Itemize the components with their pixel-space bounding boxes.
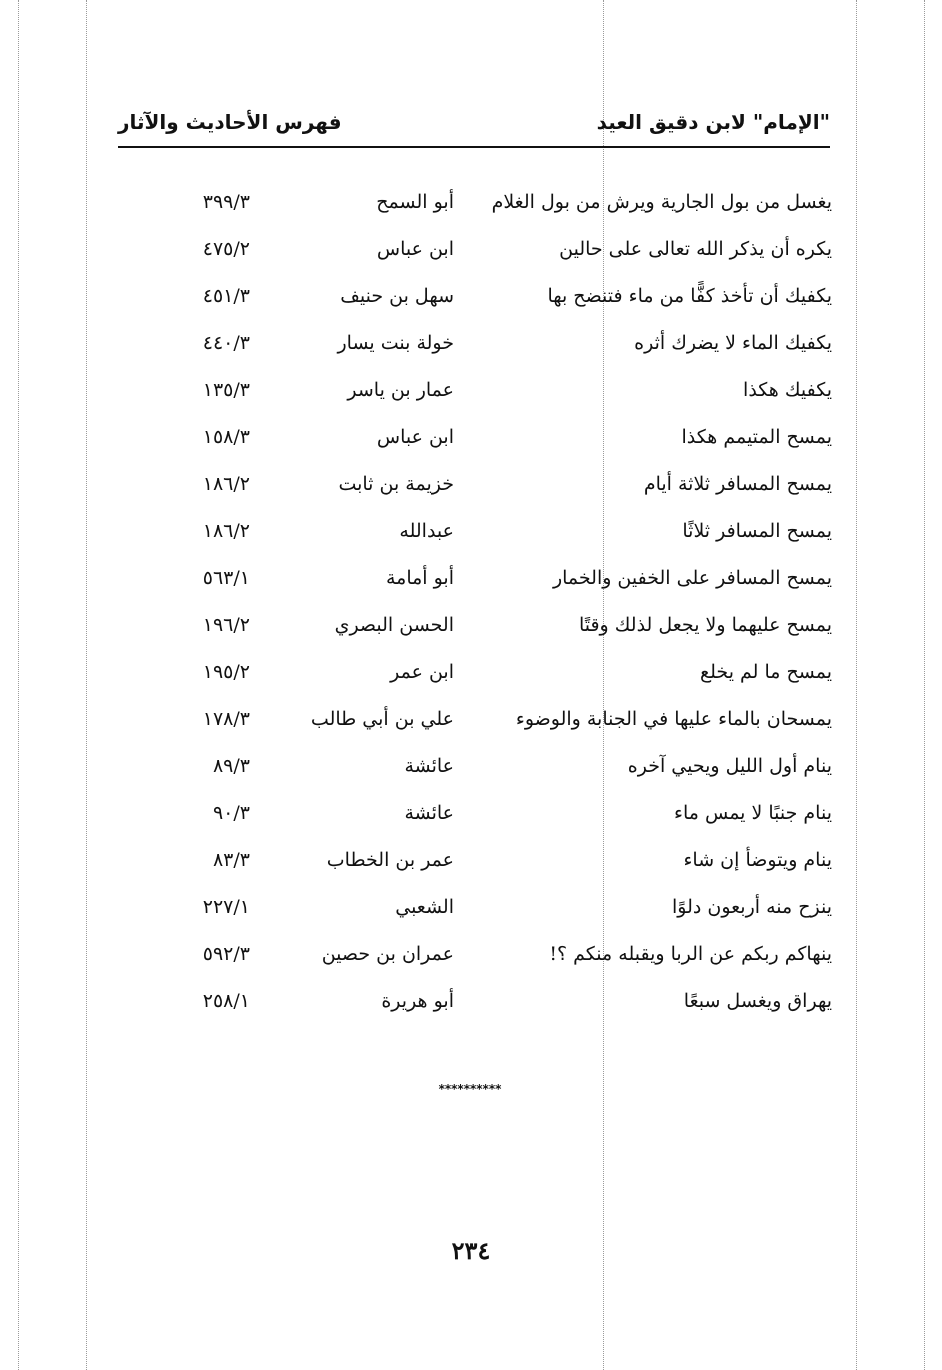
scan-margin-line <box>924 0 925 1370</box>
index-entry <box>140 274 832 321</box>
hadith-text: يمسحان بالماء عليها في الجنابة والوضوء <box>515 708 832 730</box>
volume-page-ref: ١٣٥/٣ <box>202 379 250 401</box>
section-separator: ********** <box>438 1082 502 1096</box>
index-entry <box>140 697 832 744</box>
book-title: "الإمام" لابن دقيق العيد <box>596 110 830 134</box>
index-title: فهرس الأحاديث والآثار <box>118 110 342 134</box>
page-number: ٢٣٤ <box>451 1236 491 1265</box>
hadith-text: يمسح المسافر على الخفين والخمار <box>552 567 832 589</box>
scan-margin-line <box>86 0 87 1370</box>
index-entry <box>140 509 832 556</box>
volume-page-ref: ١٩٥/٢ <box>202 661 250 683</box>
narrator-name: عمر بن الخطاب <box>326 849 454 871</box>
volume-page-ref: ٣٩٩/٣ <box>202 191 250 213</box>
index-entry <box>140 932 832 979</box>
hadith-text: ينهاكم ربكم عن الربا ويقبله منكم ؟! <box>549 943 832 965</box>
volume-page-ref: ٤٧٥/٢ <box>202 238 250 260</box>
narrator-name: ابن عباس <box>376 238 454 260</box>
hadith-text: ينام جنبًا لا يمس ماء <box>674 802 832 824</box>
volume-page-ref: ٢٥٨/١ <box>202 990 250 1012</box>
narrator-name: عمران بن حصين <box>321 943 454 965</box>
volume-page-ref: ١٥٨/٣ <box>202 426 250 448</box>
index-entry <box>140 838 832 885</box>
index-entry <box>140 979 832 1026</box>
narrator-name: خزيمة بن ثابت <box>338 473 454 495</box>
narrator-name: أبو السمح <box>376 191 454 213</box>
hadith-text: يكفيك هكذا <box>743 379 832 401</box>
narrator-name: عبدالله <box>399 520 454 542</box>
hadith-text: يكفيك أن تأخذ كفًّا من ماء فتنضح بها <box>547 285 832 307</box>
index-entry <box>140 650 832 697</box>
index-entry <box>140 603 832 650</box>
hadith-text: ينام أول الليل ويحيي آخره <box>627 755 832 777</box>
index-entry <box>140 462 832 509</box>
narrator-name: ابن عمر <box>390 661 454 683</box>
hadith-text: يمسح عليهما ولا يجعل لذلك وقتًا <box>578 614 832 636</box>
scan-margin-line <box>856 0 857 1370</box>
hadith-text: يهراق ويغسل سبعًا <box>683 990 832 1012</box>
narrator-name: ابن عباس <box>376 426 454 448</box>
index-entry <box>140 368 832 415</box>
narrator-name: عائشة <box>404 755 454 777</box>
volume-page-ref: ٩٠/٣ <box>212 802 250 824</box>
volume-page-ref: ٨٣/٣ <box>212 849 250 871</box>
volume-page-ref: ٨٩/٣ <box>212 755 250 777</box>
hadith-text: يمسح المتيمم هكذا <box>681 426 832 448</box>
hadith-text: يمسح ما لم يخلع <box>700 661 832 683</box>
page-header <box>118 106 830 148</box>
narrator-name: أبو هريرة <box>381 990 454 1012</box>
volume-page-ref: ١٧٨/٣ <box>202 708 250 730</box>
scan-margin-line <box>18 0 19 1370</box>
index-entry <box>140 791 832 838</box>
hadith-text: يكفيك الماء لا يضرك أثره <box>634 332 832 354</box>
narrator-name: الشعبي <box>395 896 454 918</box>
volume-page-ref: ٥٦٣/١ <box>202 567 250 589</box>
index-entry <box>140 180 832 227</box>
volume-page-ref: ١٨٦/٢ <box>202 520 250 542</box>
index-entry <box>140 227 832 274</box>
narrator-name: أبو أمامة <box>385 567 454 589</box>
hadith-text: ينام ويتوضأ إن شاء <box>683 849 832 871</box>
volume-page-ref: ١٩٦/٢ <box>202 614 250 636</box>
hadith-index-list <box>140 180 832 1026</box>
narrator-name: سهل بن حنيف <box>340 285 454 307</box>
volume-page-ref: ١٨٦/٢ <box>202 473 250 495</box>
hadith-text: يمسح المسافر ثلاثًا <box>682 520 832 542</box>
index-entry <box>140 744 832 791</box>
hadith-text: يغسل من بول الجارية ويرش من بول الغلام <box>491 191 832 213</box>
volume-page-ref: ٥٩٢/٣ <box>202 943 250 965</box>
hadith-text: يمسح المسافر ثلاثة أيام <box>643 473 832 495</box>
narrator-name: عمار بن ياسر <box>347 379 454 401</box>
volume-page-ref: ٤٥١/٣ <box>202 285 250 307</box>
volume-page-ref: ٢٢٧/١ <box>202 896 250 918</box>
index-entry <box>140 556 832 603</box>
volume-page-ref: ٤٤٠/٣ <box>202 332 250 354</box>
narrator-name: خولة بنت يسار <box>337 332 454 354</box>
index-entry <box>140 415 832 462</box>
index-entry <box>140 885 832 932</box>
hadith-text: ينزح منه أربعون دلوًا <box>671 896 832 918</box>
narrator-name: عائشة <box>404 802 454 824</box>
narrator-name: علي بن أبي طالب <box>310 708 454 730</box>
hadith-text: يكره أن يذكر الله تعالى على حالين <box>559 238 832 260</box>
index-entry <box>140 321 832 368</box>
narrator-name: الحسن البصري <box>334 614 454 636</box>
